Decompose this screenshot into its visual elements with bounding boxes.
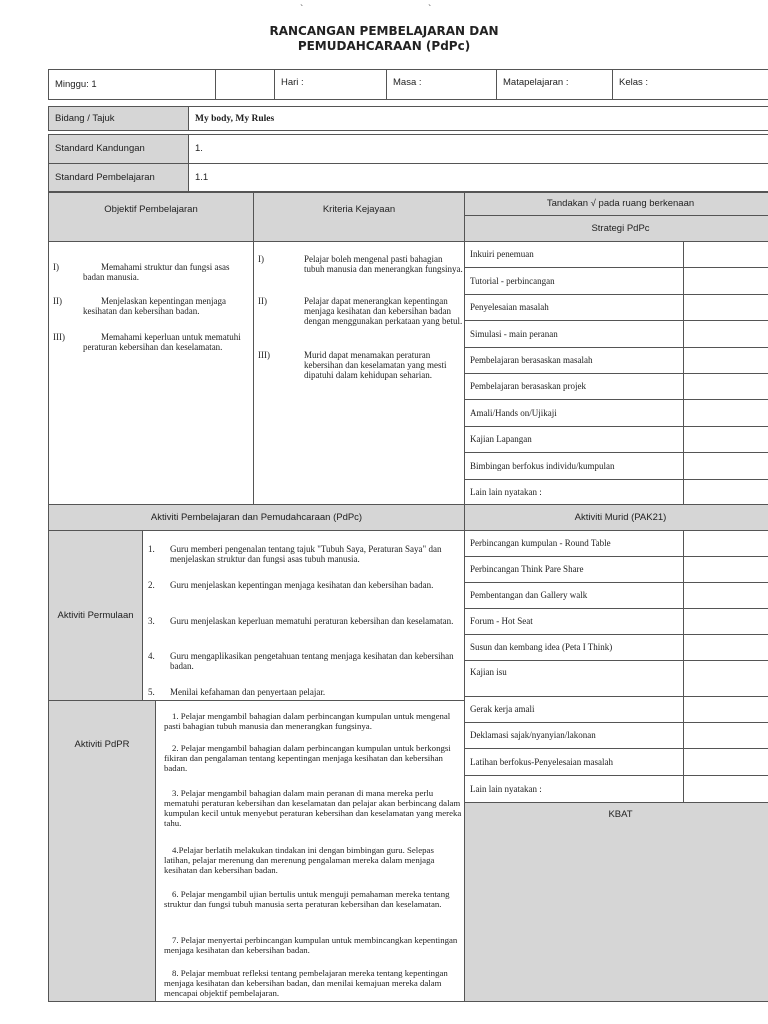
strategi-item-label: Tutorial - perbincangan bbox=[470, 275, 555, 286]
strategi-item bbox=[464, 241, 684, 268]
aktiviti-murid-item-label: Forum - Hot Seat bbox=[470, 616, 533, 627]
kriteria-item bbox=[258, 296, 463, 326]
strategi-header-cell bbox=[464, 215, 768, 242]
kbat-label: KBAT bbox=[608, 809, 633, 820]
strategi-checkbox[interactable] bbox=[683, 241, 768, 268]
pdpr-label: Aktiviti PdPR bbox=[74, 739, 130, 750]
strategi-checkbox[interactable] bbox=[683, 399, 768, 427]
permulaan-item bbox=[148, 687, 460, 697]
objektif-item bbox=[53, 296, 249, 316]
aktiviti-murid-item bbox=[464, 634, 684, 661]
kriteria-item-text: Pelajar dapat menerangkan kepentingan menjaga kesihatan dan kebersihan badan dengan menggunakan perkataan yang betul. bbox=[304, 296, 463, 326]
aktiviti-murid-item-label: Susun dan kembang idea (Peta I Think) bbox=[470, 642, 613, 653]
objektif-item-num: II) bbox=[53, 296, 62, 306]
strategi-item-label: Simulasi - main peranan bbox=[470, 328, 558, 339]
aktiviti-murid-item bbox=[464, 748, 684, 776]
pdpr-item: 2. Pelajar mengambil bahagian dalam perbincangan kumpulan untuk berkongsi fikiran dan pengalaman tentang kepentingan menjaga kesihatan dan kebersihan badan. bbox=[164, 743, 451, 773]
strategi-item bbox=[464, 399, 684, 427]
strategi-checkbox[interactable] bbox=[683, 267, 768, 295]
objektif-item-text: Memahami struktur dan fungsi asas badan manusia. bbox=[83, 262, 230, 282]
hari-text: Hari : bbox=[281, 77, 304, 88]
objektif-item-text: Memahami keperluan untuk mematuhi peraturan kebersihan dan keselamatan. bbox=[83, 332, 241, 352]
matapelajaran-text: Matapelajaran : bbox=[503, 77, 569, 88]
aktiviti-murid-checkbox[interactable] bbox=[683, 556, 768, 583]
kriteria-item bbox=[258, 254, 463, 274]
standard-kandungan-value-cell bbox=[188, 134, 768, 164]
aktiviti-murid-item-label: Latihan berfokus-Penyelesaian masalah bbox=[470, 756, 613, 767]
aktiviti-murid-item-label: Perbincangan Think Pare Share bbox=[470, 564, 584, 575]
permulaan-item bbox=[148, 580, 460, 590]
aktiviti-murid-item bbox=[464, 696, 684, 723]
kriteria-header-cell bbox=[253, 192, 465, 242]
aktiviti-murid-checkbox[interactable] bbox=[683, 634, 768, 661]
kelas-text: Kelas : bbox=[619, 77, 649, 88]
aktiviti-murid-checkbox[interactable] bbox=[683, 722, 768, 749]
strategi-checkbox[interactable] bbox=[683, 373, 768, 400]
strategi-item bbox=[464, 320, 684, 348]
pdpr-item: 6. Pelajar mengambil ujian bertulis untuk menguji pemahaman mereka tentang struktur dan fungsi tubuh manusia serta peraturan kebersihan dan keselamatan. bbox=[164, 889, 450, 909]
kriteria-item-text: Murid dapat menamakan peraturan kebersihan dan keselamatan yang mesti dipatuhi dalam kehidupan seharian. bbox=[304, 350, 447, 380]
strategi-item-label: Amali/Hands on/Ujikaji bbox=[470, 407, 557, 418]
permulaan-item bbox=[148, 616, 460, 626]
strategi-header: Strategi PdPc bbox=[591, 222, 650, 234]
standard-kandungan-value: 1. bbox=[195, 143, 203, 154]
aktiviti-murid-item bbox=[464, 582, 684, 609]
standard-pembelajaran-label: Standard Pembelajaran bbox=[55, 171, 155, 183]
strategi-checkbox[interactable] bbox=[683, 452, 768, 480]
aktiviti-murid-checkbox[interactable] bbox=[683, 775, 768, 803]
permulaan-item-text: Guru mengaplikasikan pengetahuan tentang menjaga kesihatan dan kebersihan badan. bbox=[170, 651, 454, 671]
pdpr-item: 3. Pelajar mengambil bahagian dalam main peranan di mana mereka perlu mematuhi peraturan kebersihan dan keselamatan dan pelajar akan berbincang dalam kumpulan kecil untuk menyebut peraturan kebersihan dan keselamatan yang mereka tahu. bbox=[164, 788, 462, 828]
header-tick-left: ` bbox=[300, 4, 304, 15]
aktiviti-murid-item-label: Lain lain nyatakan : bbox=[470, 783, 542, 794]
aktiviti-murid-checkbox[interactable] bbox=[683, 696, 768, 723]
permulaan-item-num: 4. bbox=[148, 651, 155, 661]
tandakan-header-cell bbox=[464, 192, 768, 216]
aktiviti-murid-item-label: Gerak kerja amali bbox=[470, 704, 535, 715]
strategi-item bbox=[464, 294, 684, 321]
permulaan-label: Aktiviti Permulaan bbox=[57, 610, 134, 621]
pdpr-item: 8. Pelajar membuat refleksi tentang pembelajaran mereka tentang kepentingan menjaga kesihatan dan kebersihan badan, dan menilai kemajuan mereka dalam mencapai objektif pembelajaran. bbox=[164, 968, 448, 998]
strategi-item bbox=[464, 267, 684, 295]
standard-pembelajaran-label-cell bbox=[48, 163, 189, 192]
aktiviti-murid-item bbox=[464, 530, 684, 557]
permulaan-item-text: Menilai kefahaman dan penyertaan pelajar. bbox=[170, 687, 326, 697]
pdpr-item: 4.Pelajar berlatih melakukan tindakan ini dengan bimbingan guru. Selepas latihan, pelajar merenung dan merenung pengalaman mereka dalam menjaga kesihatan dan kebersihan badan. bbox=[164, 845, 435, 875]
minggu-text: Minggu: 1 bbox=[55, 78, 97, 90]
strategi-checkbox[interactable] bbox=[683, 294, 768, 321]
aktiviti-header-cell bbox=[48, 504, 465, 531]
aktiviti-murid-item-label: Perbincangan kumpulan - Round Table bbox=[470, 538, 611, 549]
aktiviti-murid-item-label: Deklamasi sajak/nyanyian/lakonan bbox=[470, 730, 596, 741]
strategi-item bbox=[464, 347, 684, 374]
objektif-item-num: III) bbox=[53, 332, 65, 342]
permulaan-item-num: 3. bbox=[148, 616, 155, 626]
strategi-item-label: Bimbingan berfokus individu/kumpulan bbox=[470, 460, 615, 471]
bidang-label: Bidang / Tajuk bbox=[55, 112, 115, 124]
matapelajaran-cell bbox=[496, 69, 613, 100]
kriteria-header: Kriteria Kejayaan bbox=[322, 204, 396, 215]
strategi-item-label: Lain lain nyatakan : bbox=[470, 487, 542, 498]
aktiviti-header: Aktiviti Pembelajaran dan Pemudahcaraan (PdPc) bbox=[150, 511, 363, 523]
permulaan-item-text: Guru memberi pengenalan tentang tajuk "Tubuh Saya, Peraturan Saya" dan menjelaskan struktur dan fungsi asas tubuh manusia. bbox=[170, 544, 442, 564]
strategi-item-label: Kajian Lapangan bbox=[470, 434, 532, 445]
aktiviti-murid-item bbox=[464, 608, 684, 635]
strategi-item-label: Penyelesaian masalah bbox=[470, 302, 549, 313]
document-title-line2: PEMUDAHCARAAN (PdPc) bbox=[297, 39, 471, 53]
aktiviti-murid-checkbox[interactable] bbox=[683, 660, 768, 697]
aktiviti-murid-item-label: Kajian isu bbox=[470, 667, 507, 677]
aktiviti-murid-header: Aktiviti Murid (PAK21) bbox=[574, 511, 667, 523]
permulaan-item-num: 2. bbox=[148, 580, 155, 590]
standard-kandungan-label: Standard Kandungan bbox=[55, 143, 145, 154]
aktiviti-murid-checkbox[interactable] bbox=[683, 748, 768, 776]
strategi-item bbox=[464, 426, 684, 453]
aktiviti-murid-header-cell bbox=[464, 504, 768, 531]
strategi-checkbox[interactable] bbox=[683, 347, 768, 374]
permulaan-item-num: 1. bbox=[148, 544, 155, 554]
permulaan-item-text: Guru menjelaskan keperluan mematuhi peraturan kebersihan dan keselamatan. bbox=[170, 616, 454, 626]
strategi-item bbox=[464, 452, 684, 480]
strategi-checkbox[interactable] bbox=[683, 426, 768, 453]
minggu-cell bbox=[48, 69, 216, 100]
strategi-item-label: Pembelajaran berasaskan projek bbox=[470, 381, 586, 392]
standard-pembelajaran-value: 1.1 bbox=[195, 171, 209, 183]
objektif-header: Objektif Pembelajaran bbox=[104, 204, 198, 215]
pdpr-item: 1. Pelajar mengambil bahagian dalam perbincangan kumpulan untuk mengenal pasti bahagian tubuh manusia dan menerangkan fungsinya. bbox=[164, 711, 451, 731]
kriteria-item bbox=[258, 350, 463, 380]
kriteria-item-text: Pelajar boleh mengenal pasti bahagian tubuh manusia dan menerangkan fungsinya. bbox=[304, 254, 463, 274]
bidang-label-cell bbox=[48, 106, 189, 131]
tandakan-header: Tandakan √ pada ruang berkenaan bbox=[546, 198, 695, 209]
permulaan-item bbox=[148, 544, 460, 564]
document-title-line1: RANCANGAN PEMBELAJARAN DAN bbox=[269, 24, 499, 38]
objektif-item bbox=[53, 332, 249, 352]
strategi-checkbox[interactable] bbox=[683, 479, 768, 506]
kriteria-item-num: III) bbox=[258, 350, 270, 360]
bidang-value: My body, My Rules bbox=[195, 113, 275, 124]
strategi-checkbox[interactable] bbox=[683, 320, 768, 348]
permulaan-item-num: 5. bbox=[148, 687, 155, 697]
aktiviti-murid-item-label: Pembentangan dan Gallery walk bbox=[470, 590, 588, 601]
standard-kandungan-label-cell bbox=[48, 134, 189, 164]
header-tick-right: ` bbox=[428, 4, 432, 15]
kriteria-item-num: I) bbox=[258, 254, 264, 264]
kriteria-item-num: II) bbox=[258, 296, 267, 306]
masa-text: Masa : bbox=[393, 77, 422, 88]
kbat-cell bbox=[464, 802, 768, 1002]
permulaan-label-cell bbox=[48, 530, 143, 701]
objektif-item bbox=[53, 262, 249, 282]
aktiviti-murid-item bbox=[464, 722, 684, 749]
objektif-item-num: I) bbox=[53, 262, 59, 272]
objektif-item-text: Menjelaskan kepentingan menjaga kesihatan dan kebersihan badan. bbox=[83, 296, 226, 316]
aktiviti-murid-checkbox[interactable] bbox=[683, 608, 768, 635]
aktiviti-murid-checkbox[interactable] bbox=[683, 530, 768, 557]
pdpr-label-cell bbox=[48, 700, 156, 1002]
bidang-value-cell bbox=[188, 106, 768, 131]
standard-pembelajaran-value-cell bbox=[188, 163, 768, 192]
pdpr-item: 7. Pelajar menyertai perbincangan kumpulan untuk membincangkan kepentingan menjaga kesihatan dan kebersihan badan. bbox=[164, 935, 458, 955]
strategi-item bbox=[464, 479, 684, 506]
strategi-item-label: Inkuiri penemuan bbox=[470, 249, 534, 260]
aktiviti-murid-item bbox=[464, 775, 684, 803]
permulaan-item bbox=[148, 651, 460, 671]
kelas-cell bbox=[612, 69, 768, 100]
permulaan-item-text: Guru menjelaskan kepentingan menjaga kesihatan dan kebersihan badan. bbox=[170, 580, 434, 590]
minggu-value-cell bbox=[215, 69, 275, 100]
aktiviti-murid-checkbox[interactable] bbox=[683, 582, 768, 609]
hari-cell bbox=[274, 69, 387, 100]
objektif-header-cell bbox=[48, 192, 254, 242]
aktiviti-murid-item bbox=[464, 556, 684, 583]
masa-cell bbox=[386, 69, 497, 100]
strategi-item-label: Pembelajaran berasaskan masalah bbox=[470, 355, 593, 366]
strategi-item bbox=[464, 373, 684, 400]
aktiviti-murid-item bbox=[464, 660, 684, 697]
